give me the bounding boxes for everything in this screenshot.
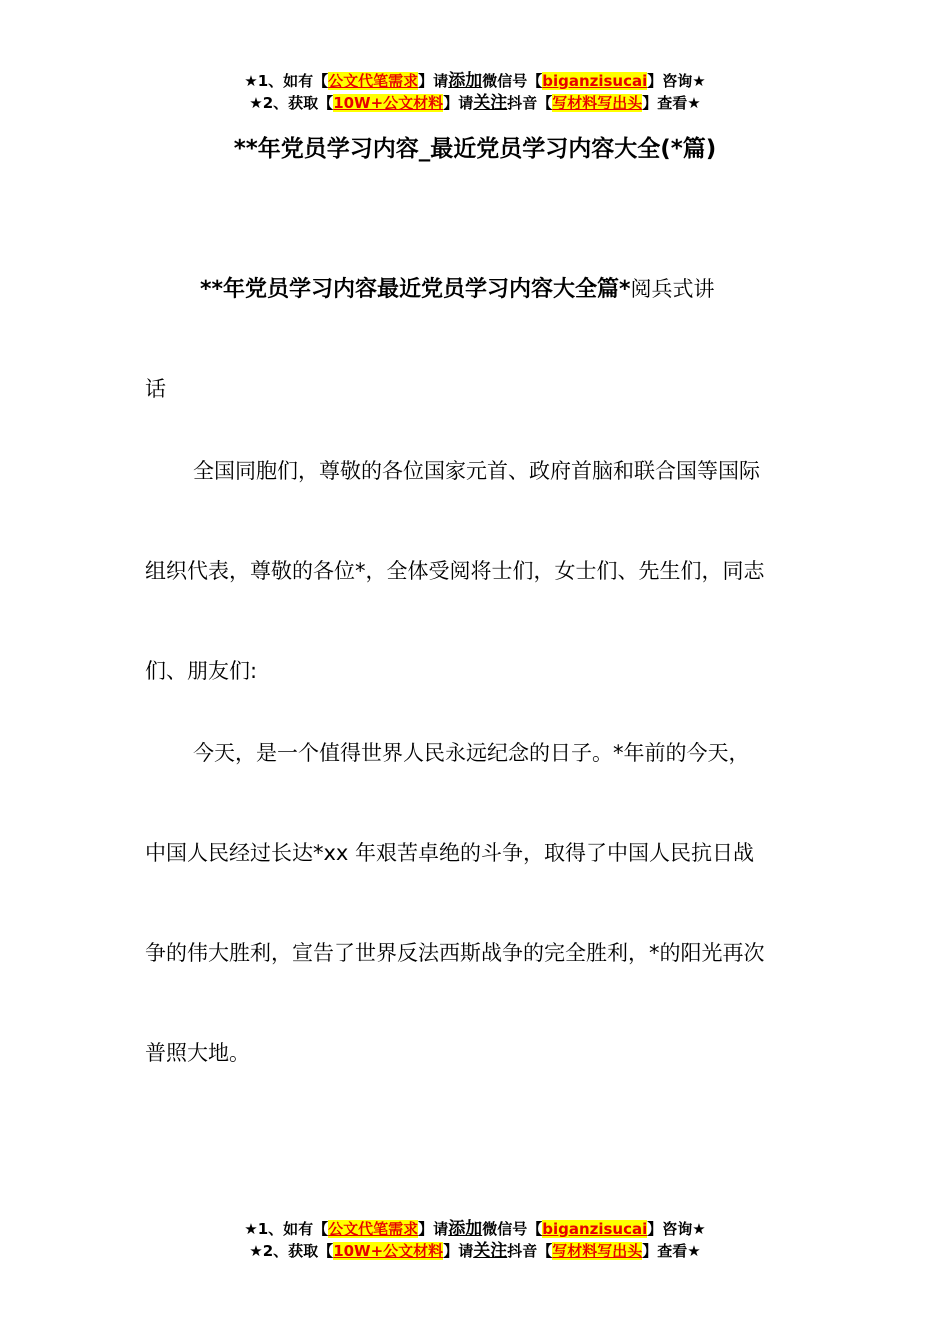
footer-ad-highlight-materials: 10W+公文材料 [333, 1242, 444, 1260]
header-ad-line-1: ★1、如有【公文代笔需求】请添加微信号【biganzisucai】咨询★ [244, 71, 706, 91]
subtitle-bold: **年党员学习内容最近党员学习内容大全篇* [200, 277, 631, 302]
paragraph-2-line-3: 争的伟大胜利，宣告了世界反法西斯战争的完全胜利，*的阳光再次 [145, 941, 765, 965]
footer-ad-line-1: ★1、如有【公文代笔需求】请添加微信号【biganzisucai】咨询★ [244, 1219, 706, 1239]
header-ad-wechat-id: biganzisucai [542, 72, 648, 90]
subtitle [200, 275, 715, 304]
footer-ad-line-2: ★2、获取【10W+公文材料】请关注抖音【写材料写出头】查看★ [249, 1241, 701, 1261]
header-ad-line-2: ★2、获取【10W+公文材料】请关注抖音【写材料写出头】查看★ [249, 93, 701, 113]
subtitle-wrap: 话 [145, 377, 166, 401]
header-ad-highlight-materials: 10W+公文材料 [333, 94, 444, 112]
header-ad-douyin-account: 写材料写出头 [552, 94, 643, 112]
subtitle-normal: 阅兵式讲 [630, 277, 715, 301]
paragraph-1-line-2: 组织代表，尊敬的各位*，全体受阅将士们，女士们、先生们，同志 [145, 559, 765, 583]
paragraph-1-line-1: 全国同胞们，尊敬的各位国家元首、政府首脑和联合国等国际 [193, 459, 760, 483]
footer-ad-wechat-id: biganzisucai [542, 1220, 648, 1238]
footer-ad-highlight-writing-service: 公文代笔需求 [328, 1220, 419, 1238]
footer-ad [0, 1218, 950, 1262]
document-title: **年党员学习内容_最近党员学习内容大全(*篇) [233, 136, 717, 162]
footer-ad-douyin-account: 写材料写出头 [552, 1242, 643, 1260]
header-ad [0, 70, 950, 114]
paragraph-2-line-4: 普照大地。 [145, 1041, 250, 1065]
paragraph-2-line-1: 今天，是一个值得世界人民永远纪念的日子。*年前的今天， [193, 741, 750, 765]
paragraph-1-line-3: 们、朋友们: [145, 659, 258, 683]
header-ad-highlight-writing-service: 公文代笔需求 [328, 72, 419, 90]
paragraph-2-line-2: 中国人民经过长达*xx 年艰苦卓绝的斗争，取得了中国人民抗日战 [145, 841, 755, 865]
